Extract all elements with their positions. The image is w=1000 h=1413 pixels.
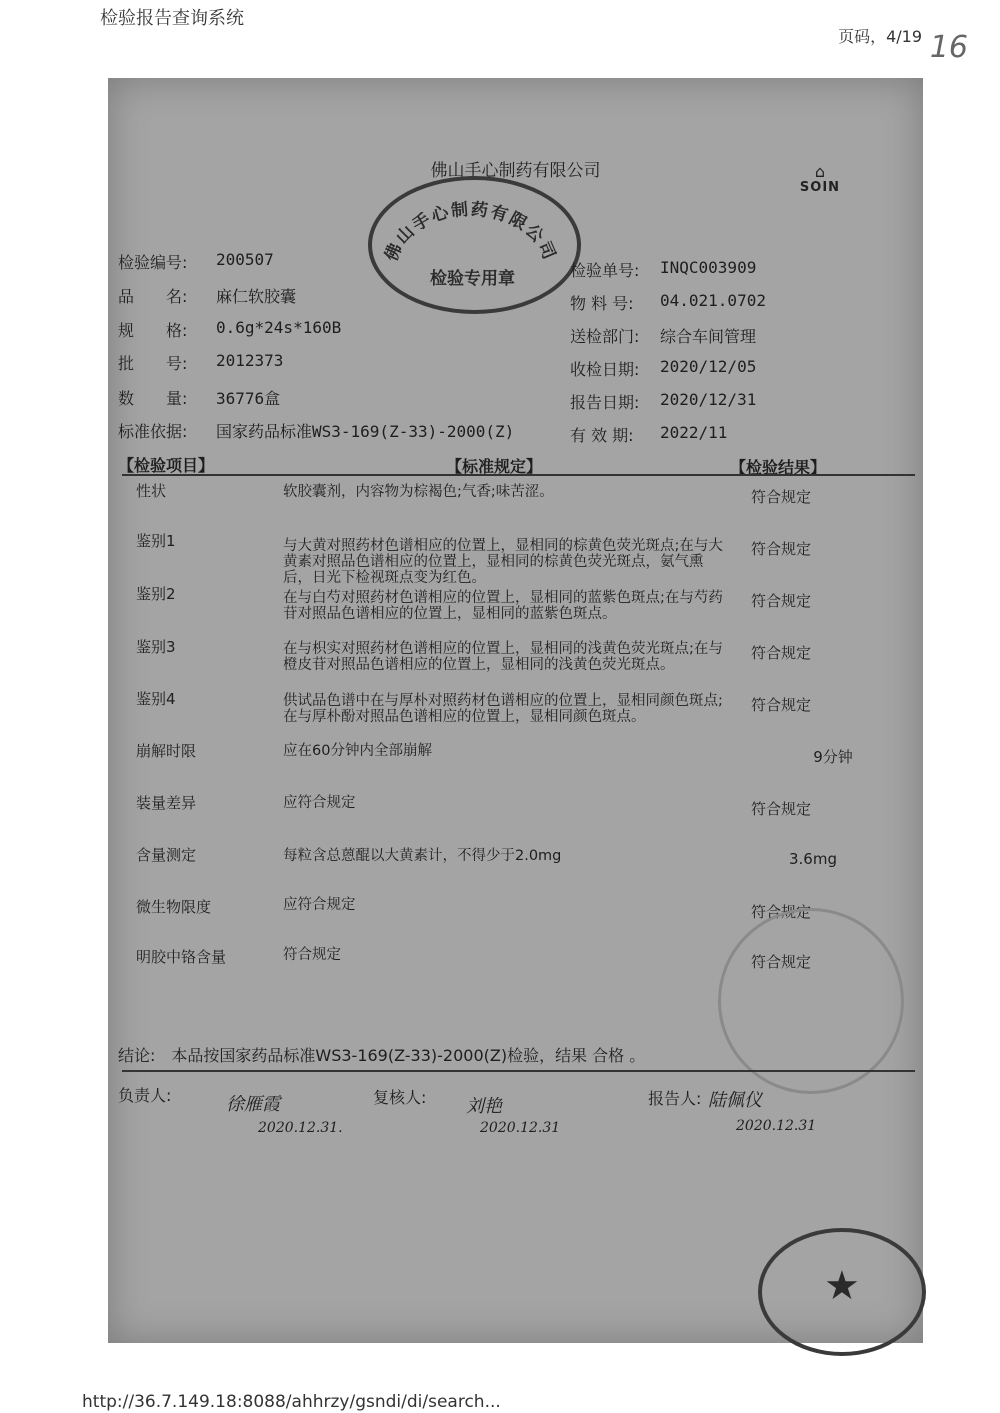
field-label-material-no: 物 料 号:: [570, 294, 634, 313]
header-rule: [122, 474, 915, 476]
company-name: 佛山手心制药有限公司: [430, 161, 601, 181]
field-label-inspection-order: 检验单号:: [570, 261, 640, 280]
reviewer-label: 复核人:: [373, 1088, 427, 1107]
col-header-item: 【检验项目】: [118, 456, 215, 475]
row-result-assay: 3.6mg: [789, 850, 837, 868]
field-value-expiry: 2022/11: [660, 423, 728, 442]
row-standard-appearance: 软胶囊剂，内容物为棕褐色;气香;味苦涩。: [283, 484, 554, 500]
field-value-material-no: 04.021.0702: [660, 291, 766, 310]
field-value-receive-date: 2020/12/05: [660, 357, 757, 376]
system-title: 检验报告查询系统: [100, 8, 244, 29]
handwritten-page-mark: 16: [929, 30, 968, 65]
logo-icon: ⌂: [814, 162, 826, 181]
row-standard-identification-1: 与大黄对照药材色谱相应的位置上，显相同的棕黄色荧光斑点;在与大黄素对照品色谱相应的位置上，显相同的棕黄色荧光斑点，氨气熏后，日光下检视斑点变为红色。: [283, 538, 723, 586]
row-result-identification-2: 符合规定: [750, 592, 811, 610]
reporter-label: 报告人:: [648, 1089, 702, 1108]
field-label-inspection-no: 检验编号:: [118, 253, 188, 272]
reviewer-signature: 刘艳: [466, 1096, 502, 1117]
page-number: 页码，4/19: [838, 27, 922, 46]
reviewer-date: 2020.12.31: [480, 1120, 561, 1136]
reporter-date: 2020.12.31: [736, 1118, 817, 1134]
row-item-identification-2: 鉴别2: [136, 585, 176, 603]
row-result-disintegration: 9分钟: [813, 748, 853, 766]
field-label-batch-no: 批 号:: [118, 354, 188, 373]
field-label-report-date: 报告日期:: [570, 393, 640, 412]
responsible-signature: 徐雁霞: [226, 1094, 280, 1115]
row-item-chromium-content: 明胶中铬含量: [136, 948, 227, 966]
seal-center-text: 检验专用章: [430, 269, 515, 289]
row-item-weight-variation: 装量差异: [136, 794, 197, 812]
row-item-assay: 含量测定: [136, 846, 197, 864]
responsible-label: 负责人:: [118, 1086, 172, 1105]
row-result-appearance: 符合规定: [750, 488, 811, 506]
field-value-report-date: 2020/12/31: [660, 390, 757, 409]
row-result-weight-variation: 符合规定: [750, 800, 811, 818]
row-result-microbial-limit: 符合规定: [750, 903, 811, 921]
reporter-signature: 陆佩仪: [708, 1090, 762, 1111]
row-standard-identification-3: 在与枳实对照药材色谱相应的位置上，显相同的浅黄色荧光斑点;在与橙皮苷对照品色谱相应的位置上，显相同的浅黄色荧光斑点。: [283, 641, 723, 673]
bottom-seal: [758, 1228, 926, 1356]
row-result-identification-4: 符合规定: [750, 696, 811, 714]
row-standard-identification-4: 供试品色谱中在与厚朴对照药材色谱相应的位置上，显相同颜色斑点;在与厚朴酚对照品色谱相应的位置上，显相同颜色斑点。: [283, 693, 723, 725]
row-item-identification-3: 鉴别3: [136, 638, 176, 656]
field-value-spec: 0.6g*24s*160B: [216, 318, 342, 337]
row-item-identification-4: 鉴别4: [136, 690, 176, 708]
logo-text: SOIN: [799, 180, 841, 195]
col-header-standard: 【标准规定】: [446, 457, 543, 476]
conclusion-rule: [122, 1070, 915, 1072]
page-url: http://36.7.149.18:8088/ahhrzy/gsndi/di/search...: [82, 1392, 501, 1412]
row-item-appearance: 性状: [136, 482, 167, 500]
field-value-quantity: 36776盒: [216, 389, 281, 408]
row-standard-microbial-limit: 应符合规定: [283, 897, 356, 913]
field-label-receive-date: 收检日期:: [570, 360, 640, 379]
star-icon: ★: [824, 1263, 860, 1309]
field-value-inspection-no: 200507: [216, 250, 274, 269]
field-label-quantity: 数 量:: [118, 389, 188, 408]
row-standard-assay: 每粒含总蒽醌以大黄素计，不得少于2.0mg: [283, 848, 562, 864]
field-label-expiry: 有 效 期:: [570, 426, 634, 445]
field-label-product-name: 品 名:: [118, 287, 188, 306]
faint-seal: [718, 908, 904, 1094]
field-label-department: 送检部门:: [570, 327, 640, 346]
row-standard-weight-variation: 应符合规定: [283, 795, 356, 811]
row-item-microbial-limit: 微生物限度: [136, 898, 212, 916]
field-value-department: 综合车间管理: [660, 327, 757, 346]
field-value-batch-no: 2012373: [216, 351, 284, 370]
field-label-standard-basis: 标准依据:: [118, 422, 188, 441]
row-standard-disintegration: 应在60分钟内全部崩解: [283, 743, 432, 759]
row-standard-identification-2: 在与白芍对照药材色谱相应的位置上，显相同的蓝紫色斑点;在与芍药苷对照品色谱相应的位置上，显相同的蓝紫色斑点。: [283, 590, 723, 622]
conclusion: 结论: 本品按国家药品标准WS3-169(Z-33)-2000(Z)检验，结果 合格 。: [118, 1046, 646, 1065]
row-standard-chromium-content: 符合规定: [283, 947, 341, 963]
company-logo: [785, 164, 855, 195]
col-header-result: 【检验结果】: [730, 458, 827, 477]
row-item-disintegration: 崩解时限: [136, 742, 197, 760]
field-value-inspection-order: INQC003909: [660, 258, 757, 277]
row-result-chromium-content: 符合规定: [750, 953, 811, 971]
fields-right: [570, 258, 900, 458]
row-result-identification-1: 符合规定: [750, 540, 811, 558]
row-item-identification-1: 鉴别1: [136, 532, 176, 550]
fields-left: [118, 250, 548, 450]
field-label-spec: 规 格:: [118, 321, 188, 340]
row-result-identification-3: 符合规定: [750, 644, 811, 662]
responsible-date: 2020.12.31.: [258, 1120, 343, 1136]
field-value-product-name: 麻仁软胶囊: [216, 287, 297, 306]
scanned-report: [108, 78, 923, 1343]
svg-text:佛山手心制药有限公司: 佛山手心制药有限公司: [381, 199, 560, 265]
field-value-standard-basis: 国家药品标准WS3-169(Z-33)-2000(Z): [216, 422, 515, 441]
